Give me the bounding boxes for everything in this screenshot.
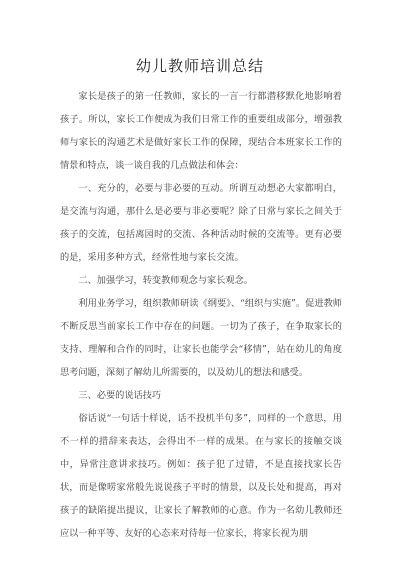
document-title: 幼儿教师培训总结	[135, 57, 264, 75]
section-heading-speech: 三、必要的说话技巧	[78, 390, 162, 401]
paragraph-study: 利用业务学习，组织教师研读《纲要》、“组织与实施”。促进教师不断反思当前家长工作中存在的问题。一切为了孩子，在争取家长的支持、理解和合作的同时，让家长也能学会“移情”，站在幼儿的角度思考问题，深刻了解幼儿所需要的，以及幼儿的想法和感受。	[60, 298, 342, 378]
paragraph-speech: 俗话说“一句话十样说，话不投机半句多”，同样的一个意思，用不一样的措辞来表达，会得出不一样的成果。在与家长的接触交谈中，异常注意讲求技巧。例如：孩子犯了过错，不是直接找家长告状，而是像唠家常般先说说孩子平时的情景，以及长处和提高，再对孩子的缺陷提出提议，让家长了解教师的心意。作为一名幼儿教师还应以一种平等、友好的心态来对待每一位家长，将家长视为朋	[60, 413, 342, 539]
paragraph-intro: 家长是孩子的第一任教师，家长的一言一行都潜移默化地影响着孩子。所以，家长工作便成为我们日常工作的重要组成部分，增强教师与家长的沟通艺术是做好家长工作的保障，现结合本班家长工作的情景和特点，谈一谈自我的几点做法和体会：	[60, 91, 342, 171]
document-body	[60, 85, 342, 545]
section-heading-study: 二、加强学习，转变教师观念与家长观念。	[78, 275, 253, 286]
paragraph-interaction: 一、充分的，必要与非必要的互动。所谓互动想必大家都明白，是交流与沟通，那什么是必要与非必要呢？除了日常与家长之间关于孩子的交流，包括离园时的交流、各种活动时候的交流等。更有必要的是，采用多种方式，经常性地与家长交流。	[60, 183, 342, 263]
